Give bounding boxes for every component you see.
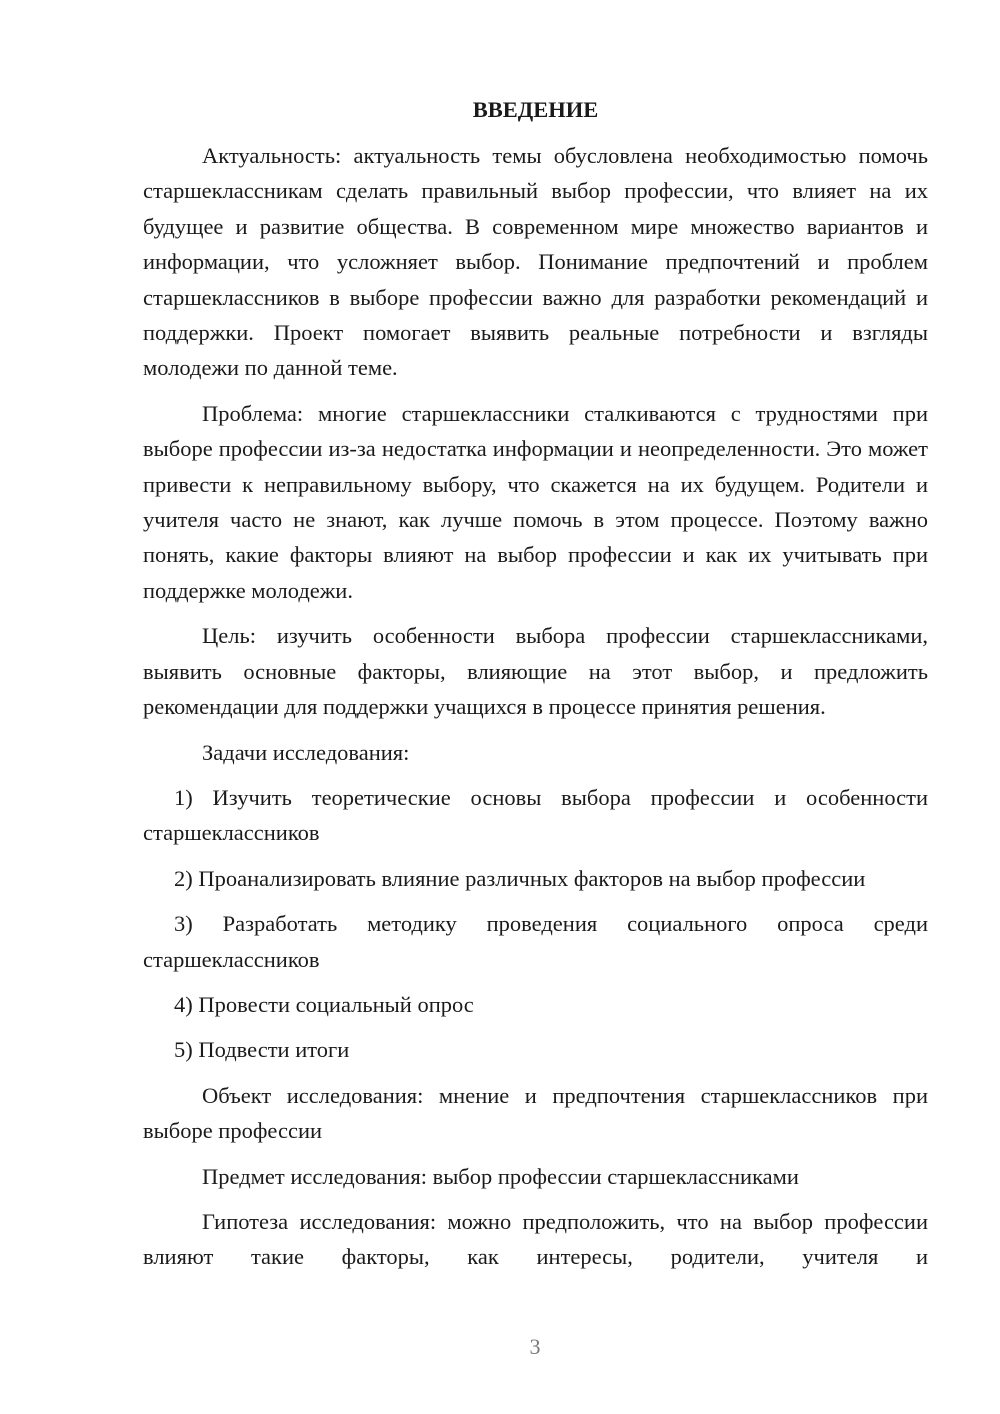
task-item-2: 2) Проанализировать влияние различных факторов на выбор профессии — [174, 865, 866, 891]
task-item-3: 3) Разработать методику проведения социального опроса среди старшеклассников — [143, 911, 928, 972]
paragraph-relevance: Актуальность: актуальность темы обусловлена необходимостью помочь старшеклассникам сделать правильный выбор профессии, что влияет на их будущее и развитие общества. В современном мире множество вариантов и информации, что усложняет выбор. Понимание предпочтений и проблем старшеклассников в выборе профессии важно для разработки рекомендаций и поддержки. Проект помогает выявить реальные потребности и взгляды молодежи по данной теме. — [143, 143, 928, 381]
paragraph-tasks-title: Задачи исследования: — [202, 739, 410, 765]
section-heading: ВВЕДЕНИЕ — [472, 97, 599, 122]
paragraph-subject: Предмет исследования: выбор профессии старшеклассниками — [202, 1163, 799, 1189]
task-item-1: 1) Изучить теоретические основы выбора профессии и особенности старшеклассников — [143, 784, 928, 846]
task-item-5: 5) Подвести итоги — [174, 1037, 350, 1063]
task-item-4: 4) Провести социальный опрос — [174, 991, 474, 1017]
paragraph-hypothesis: Гипотеза исследования: можно предположить, что на выбор профессии влияют такие факторы, как интересы, родители, учителя и — [143, 1208, 928, 1270]
page-content — [143, 92, 928, 1285]
page-number: 3 — [529, 1334, 541, 1359]
paragraph-goal: Цель: изучить особенности выбора профессии старшеклассниками, выявить основные факторы, влияющие на этот выбор, и предложить рекомендации для поддержки учащихся в процессе принятия решения. — [143, 623, 928, 720]
paragraph-object: Объект исследования: мнение и предпочтения старшеклассников при выборе профессии — [143, 1082, 928, 1144]
paragraph-problem: Проблема: многие старшеклассники сталкиваются с трудностями при выборе профессии из-за недостатка информации и неопределенности. Это может привести к неправильному выбору, что скажется на их будущем. Родители и учителя часто не знают, как лучше помочь в этом процессе. Поэтому важно понять, какие факторы влияют на выбор профессии и как их учитывать при поддержке молодежи. — [143, 400, 928, 603]
